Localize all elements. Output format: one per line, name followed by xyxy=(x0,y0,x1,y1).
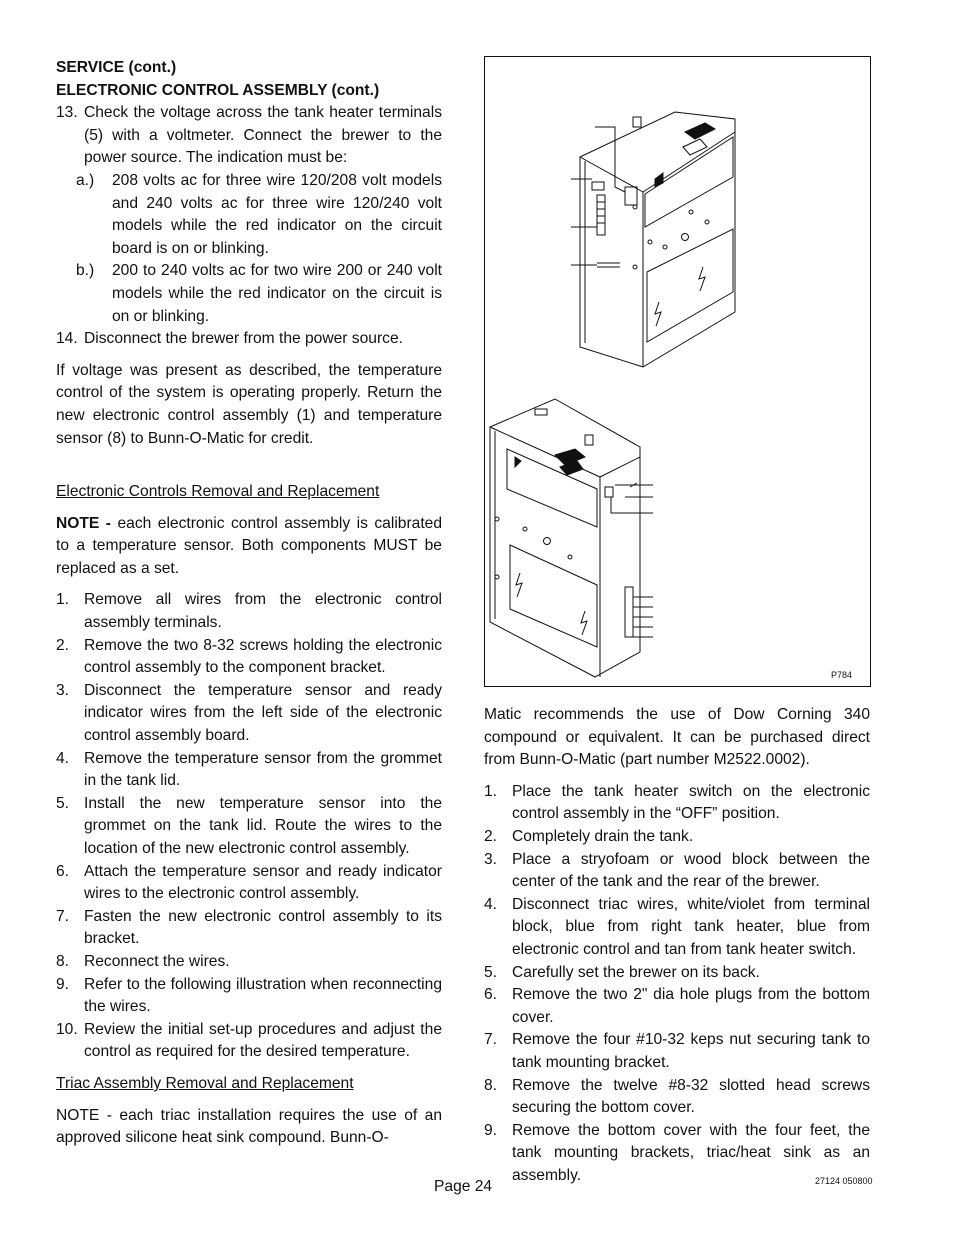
removal-heading: Electronic Controls Removal and Replacement xyxy=(56,483,380,501)
list-item: 5. Carefully set the brewer on its back. xyxy=(484,963,760,981)
triac-steps xyxy=(484,781,870,1188)
list-item: 14. Disconnect the brewer from the power source. xyxy=(56,330,403,348)
list-item: 10. Review the initial set-up procedures and adjust the control as required for the desired temperature. xyxy=(56,1020,442,1061)
list-item: 2. Completely drain the tank. xyxy=(484,827,694,845)
list-item: 7. Fasten the new electronic control assembly to its bracket. xyxy=(56,907,442,948)
list-item: 8. Remove the twelve #8-32 slotted head screws securing the bottom cover. xyxy=(484,1076,870,1117)
list-item: 2. Remove the two 8-32 screws holding the electronic control assembly to the component bracket. xyxy=(56,636,442,677)
list-item: 1. Place the tank heater switch on the electronic control assembly in the “OFF” position. xyxy=(484,782,870,823)
removal-steps xyxy=(56,589,442,1063)
list-item: 5. Install the new temperature sensor into the grommet on the tank lid. Route the wires to the location of the new electronic control assembly. xyxy=(56,794,442,857)
voltage-paragraph: If voltage was present as described, the temperature control of the system is operating properly. Return the new electronic control assembly (1) and temperature sensor (8) to Bunn-O-Matic for credit. xyxy=(56,361,442,447)
list-item: 3. Disconnect the temperature sensor and ready indicator wires from the left side of the electronic control assembly board. xyxy=(56,681,442,745)
control-assembly-figure xyxy=(484,56,871,687)
list-item: 4. Remove the temperature sensor from the grommet in the tank lid. xyxy=(56,749,442,790)
page-number: Page 24 xyxy=(434,1178,493,1195)
triac-note: NOTE - each triac installation requires the use of an approved silicone heat sink compound. Bunn-O- xyxy=(56,1106,442,1147)
list-item: 6. Remove the two 2" dia hole plugs from the bottom cover. xyxy=(484,986,870,1026)
list-item: 9. Refer to the following illustration when reconnecting the wires. xyxy=(56,975,442,1016)
document-code: 27124 050800 xyxy=(815,1176,873,1186)
list-item: 6. Attach the temperature sensor and ready indicator wires to the electronic control assembly. xyxy=(56,862,442,903)
control-assembly-illustration xyxy=(485,57,872,688)
triac-heading: Triac Assembly Removal and Replacement xyxy=(56,1074,354,1092)
right-column xyxy=(484,704,870,1187)
section-header-service: SERVICE (cont.) xyxy=(56,59,177,76)
triac-note-continued: Matic recommends the use of Dow Corning 340 compound or equivalent. It can be purchased direct from Bunn-O-Matic (part number M2522.0002). xyxy=(484,706,870,769)
removal-note: NOTE - each electronic control assembly is calibrated to a temperature sensor. Both components MUST be replaced as a set. xyxy=(56,514,442,577)
figure-code: P784 xyxy=(830,670,852,680)
section-header-electronic-control: ELECTRONIC CONTROL ASSEMBLY (cont.) xyxy=(56,81,380,99)
left-column xyxy=(56,57,442,1150)
sub-list-item: b.) 200 to 240 volts ac for two wire 200 or 240 volt models while the red indicator on the circuit is on or blinking. xyxy=(76,262,442,325)
list-item: 4. Disconnect triac wires, white/violet from terminal block, blue from right tank heater, blue from electronic control and tan from tank heater switch. xyxy=(484,895,870,958)
upper-assembly-drawing xyxy=(571,112,735,367)
list-item: 9. Remove the bottom cover with the four feet, the tank mounting brackets, triac/heat sink as an assembly. xyxy=(484,1121,870,1184)
list-item: 7. Remove the four #10-32 keps nut securing tank to tank mounting bracket. xyxy=(484,1031,870,1071)
list-item: 3. Place a stryofoam or wood block between the center of the tank and the rear of the brewer. xyxy=(484,850,870,891)
sub-list-item: a.) 208 volts ac for three wire 120/208 volt models and 240 volts ac for three wire 120/240 volt models while the red indicator on the circuit board is on or blinking. xyxy=(76,171,442,257)
list-item: 13. Check the voltage across the tank heater terminals (5) with a voltmeter. Connect the brewer to the power source. The indication must be: xyxy=(56,104,442,167)
list-item: 1. Remove all wires from the electronic control assembly terminals. xyxy=(56,591,442,632)
list-item: 8. Reconnect the wires. xyxy=(56,952,230,970)
lower-assembly-drawing xyxy=(490,399,653,677)
